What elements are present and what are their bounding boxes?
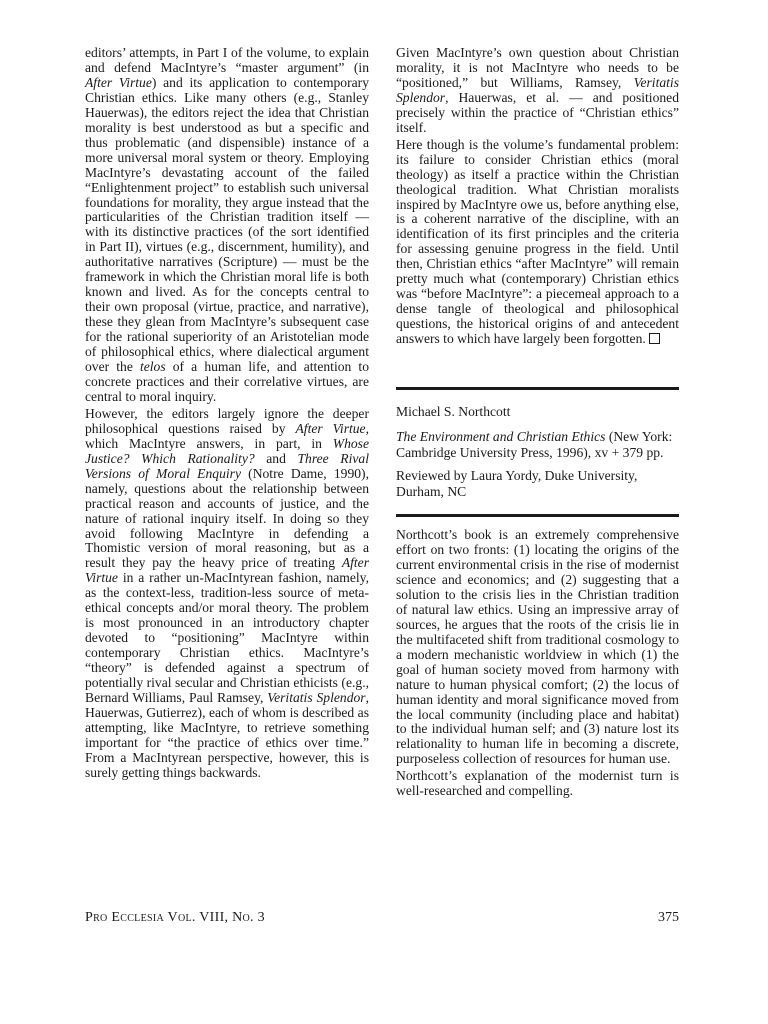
book-author: Michael S. Northcott [396, 404, 511, 420]
book-title: The Environment and Christian Ethics [396, 429, 606, 445]
book-citation [396, 429, 679, 461]
right-paragraph-1: Given MacIntyre’s own question about Christian morality, it is not MacIntyre who needs to be “positioned,” but Williams, Ramsey, Veritatis Splendor, Hauerwas, et al. — and positioned precisely within the practice of “Christian ethics” itself. [396, 45, 679, 135]
right-paragraph-3: Northcott’s book is an extremely comprehensive effort on two fronts: (1) locating the origins of the current environmental crisis in the rise of modernist science and economics; and (2) suggesting that a solution to the crisis lies in the Christian tradition of natural law ethics. Using an impressive array of sources, he argues that the roots of the crisis lie in the multifaceted shift from traditional cosmology to a modern mechanistic worldview in which (1) the goal of human society moved from harmony with nature to human physical comfort; (2) the locus of human identity and moral significance moved from the local community (including place and habitat) to the individual human self; and (3) nature lost its relationality to human life in becoming a discrete, purposeless collection of resources for human use. [396, 527, 679, 767]
left-column [85, 46, 369, 781]
right-paragraph-4: Northcott’s explanation of the modernist turn is well-researched and compelling. [396, 768, 679, 799]
page-footer [85, 910, 679, 926]
end-of-review-square-icon [649, 333, 660, 344]
page-number: 375 [658, 910, 679, 925]
journal-running-foot: Pro Ecclesia Vol. VIII, No. 3 [85, 910, 265, 925]
right-column [396, 46, 679, 799]
review-divider-top [396, 387, 679, 390]
left-paragraph-2: However, the editors largely ignore the deeper philosophical questions raised by After Virtue, which MacIntyre answers, in part, in Whose Justice? Which Rationality? and Three Rival Versions of Moral Enquiry (Notre Dame, 1990), namely, questions about the relationship between practical reason and accounts of justice, and the nature of rational inquiry itself. In doing so they avoid following MacIntyre in defending a Thomistic version of moral reasoning, but as a result they pay the heavy price of treating After Virtue in a rather un-MacIntyrean fashion, namely, as the context-less, tradition-less source of meta-ethical concepts and/or moral theory. The problem is most pronounced in an introductory chapter devoted to “positioning” MacIntyre within contemporary Christian ethics. MacIntyre’s “theory” is defended against a spectrum of potentially rival secular and Christian ethicists (e.g., Bernard Williams, Paul Ramsey, Veritatis Splendor, Hauerwas, Gutierrez), each of whom is described as attempting, like MacIntyre, to retrieve something important for “the practice of ethics over time.” From a MacIntyrean perspective, however, this is surely getting things backwards. [85, 405, 369, 780]
review-divider-bottom [396, 514, 679, 517]
review-header [396, 404, 679, 500]
reviewer-line: Reviewed by Laura Yordy, Duke University, Durham, NC [396, 468, 638, 500]
right-paragraph-2: Here though is the volume’s fundamental problem: its failure to consider Christian ethics (moral theology) as itself a practice within the Christian theological tradition. What Christian moralists inspired by MacIntyre owe us, before anything else, is a coherent narrative of the discipline, with an identification of its first principles and the criteria for assessing genuine progress in the field. Until then, Christian ethics “after MacIntyre” will remain pretty much what (contemporary) Christian ethics was “before MacIntyre”: a piecemeal approach to a dense tangle of theological and philosophical questions, the historical origins of and antecedent answers to which have largely been forgotten. [396, 136, 679, 347]
book-publication-info: (New York: Cambridge University Press, 1996), xv + 379 pp. [396, 429, 673, 461]
left-paragraph-1: editors’ attempts, in Part I of the volume, to explain and defend MacIntyre’s “master argument” (in After Virtue) and its application to contemporary Christian ethics. Like many others (e.g., Stanley Hauerwas), the editors reject the idea that Christian morality is best understood as but a specific and thus problematic (and dispensible) instance of a more universal moral system or theory. Employing MacIntyre’s devastating account of the failed “Enlightenment project” to establish such universal foundations for morality, they argue instead that the particularities of the Christian tradition itself — with its distinctive practices (of the sort identified in Part II), virtues (e.g., discernment, humility), and authoritative narratives (Scripture) — must be the framework in which the Christian moral life is both known and lived. As for the concepts central to their own proposal (virtue, practice, and narrative), these they glean from MacIntyre’s subsequent case for the rational superiority of an Aristotelian mode of philosophical ethics, where dialectical argument over the telos of a human life, and attention to concrete practices and their correlative virtues, are central to moral inquiry. [85, 45, 369, 404]
